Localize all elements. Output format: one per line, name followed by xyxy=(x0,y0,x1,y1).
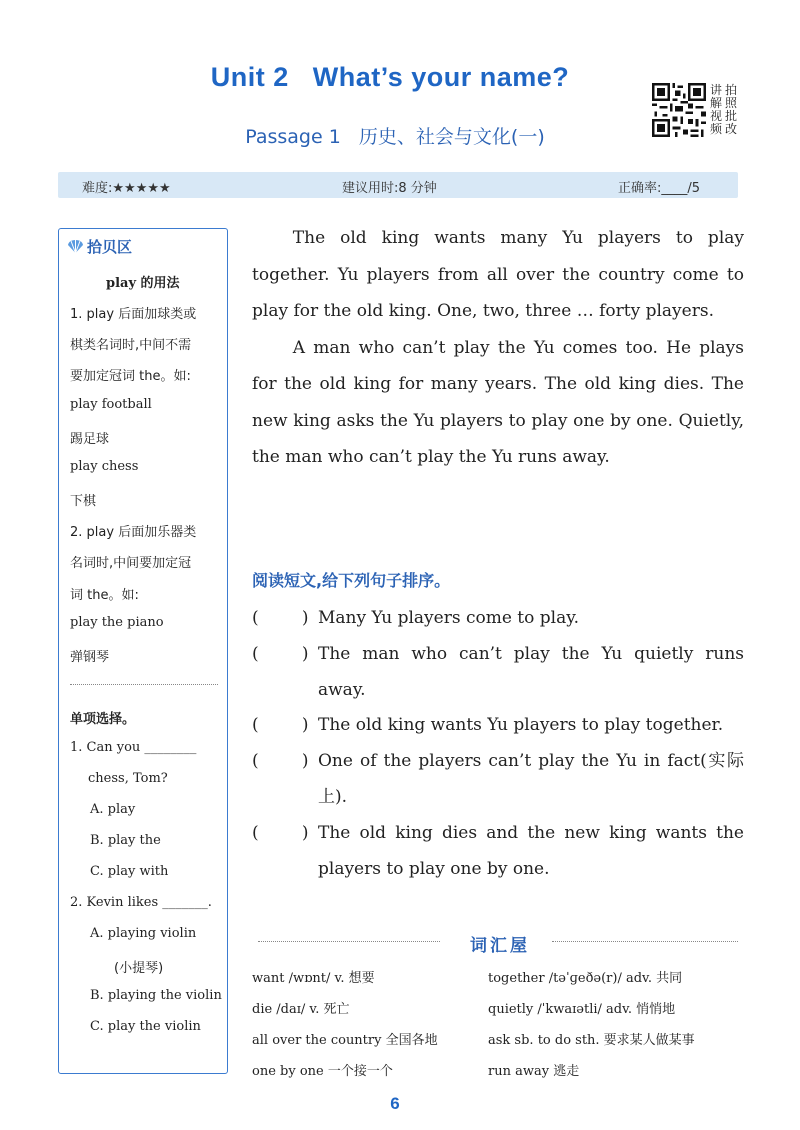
exercise-item xyxy=(252,743,744,815)
note-line: 1. play 后面加球类或 xyxy=(70,307,197,322)
answer-blank[interactable]: ( ) xyxy=(252,644,309,664)
quiz-option[interactable]: B. play the xyxy=(90,833,161,848)
sidebar-heading-text: 拾贝区 xyxy=(87,238,133,256)
note-line: 踢足球 xyxy=(70,432,110,447)
vocab-entry: run away 逃走 xyxy=(488,1064,580,1079)
note-line: 要加定冠词 the。如: xyxy=(70,369,191,384)
exercise-item xyxy=(252,815,744,887)
quiz-option-note: (小提琴) xyxy=(114,961,164,976)
note-line: 弹钢琴 xyxy=(70,650,110,665)
quiz-question: chess, Tom? xyxy=(88,771,168,786)
qr-label-char: 频 xyxy=(710,122,723,136)
exercise-sentence: The old king wants Yu players to play together. xyxy=(318,715,724,735)
reading-passage xyxy=(252,220,744,476)
exercise-sentence: The man who can’t play the Yu quietly runs away. xyxy=(318,644,744,700)
passage-paragraph: The old king wants many Yu players to play together. Yu players from all over the country come to play for the old king. One, two, three … forty players. xyxy=(252,228,744,321)
qr-label-char: 批 xyxy=(725,109,738,123)
qr-instructions xyxy=(710,84,740,136)
vocab-entry: all over the country 全国各地 xyxy=(252,1033,438,1048)
answer-blank[interactable]: ( ) xyxy=(252,608,309,628)
vocab-entry: one by one 一个接一个 xyxy=(252,1064,393,1079)
vocab-entry: ask sb. to do sth. 要求某人做某事 xyxy=(488,1033,695,1048)
qr-label-char: 照 xyxy=(725,96,738,110)
passage-subtitle: Passage 1 历史、社会与文化(一) xyxy=(245,126,545,148)
passage-paragraph: A man who can’t play the Yu comes too. He plays for the old king for many years. The old king dies. The new king asks the Yu players to play one by one. Quietly, the man who can’t play the Yu runs away. xyxy=(252,337,744,467)
exercise-sentence: One of the players can’t play the Yu in fact(实际上). xyxy=(318,751,744,807)
note-line: 2. play 后面加乐器类 xyxy=(70,525,197,540)
exercise-item xyxy=(252,636,744,708)
sidebar-topic: play 的用法 xyxy=(106,276,180,291)
quiz-question: 1. Can you ________ xyxy=(70,740,197,755)
vocab-entry: die /daɪ/ v. 死亡 xyxy=(252,1002,350,1017)
qr-code-icon[interactable] xyxy=(652,83,706,137)
quiz-question: 2. Kevin likes _______. xyxy=(70,895,212,910)
qr-label-char: 解 xyxy=(710,96,723,110)
qr-label-char: 讲 xyxy=(710,83,723,97)
quiz-option[interactable]: C. play with xyxy=(90,864,169,879)
answer-blank[interactable]: ( ) xyxy=(252,823,309,843)
shell-icon xyxy=(67,239,84,254)
info-bar xyxy=(58,172,738,198)
answer-blank[interactable]: ( ) xyxy=(252,751,309,771)
note-line: 棋类名词时,中间不需 xyxy=(70,338,192,353)
qr-label-char: 视 xyxy=(710,109,723,123)
accuracy-field: 正确率:____/5 xyxy=(618,181,701,196)
note-line: play the piano xyxy=(70,615,164,630)
sidebar-heading xyxy=(67,236,132,257)
page-title: Unit 2 What’s your name? xyxy=(210,62,570,92)
difficulty-rating: 难度:★★★★★ xyxy=(82,181,171,196)
quiz-option[interactable]: C. play the violin xyxy=(90,1019,201,1034)
suggested-time: 建议用时:8 分钟 xyxy=(342,181,437,196)
vocab-title: 词汇屋 xyxy=(470,936,530,956)
qr-label-char: 拍 xyxy=(725,83,738,97)
note-line: 下棋 xyxy=(70,494,97,509)
exercise-sentence: Many Yu players come to play. xyxy=(318,608,579,628)
qr-label-char: 改 xyxy=(725,122,738,136)
quiz-option[interactable]: A. play xyxy=(90,802,136,817)
answer-blank[interactable]: ( ) xyxy=(252,715,309,735)
exercise-sentence: The old king dies and the new king wants the players to play one by one. xyxy=(318,823,744,879)
note-line: play football xyxy=(70,397,152,412)
exercise-item xyxy=(252,600,744,636)
vocab-entry: together /təˈɡeðə(r)/ adv. 共同 xyxy=(488,971,683,986)
note-line: play chess xyxy=(70,459,139,474)
sidebar-divider xyxy=(70,684,218,685)
quiz-option[interactable]: A. playing violin xyxy=(90,926,197,941)
quiz-title: 单项选择。 xyxy=(70,712,136,727)
vocab-entry: want /wɒnt/ v. 想要 xyxy=(252,971,375,986)
exercise-item xyxy=(252,707,744,743)
vocab-entry: quietly /ˈkwaɪətli/ adv. 悄悄地 xyxy=(488,1002,676,1017)
quiz-option[interactable]: B. playing the violin xyxy=(90,988,222,1003)
note-line: 词 the。如: xyxy=(70,588,139,603)
note-line: 名词时,中间要加定冠 xyxy=(70,556,192,571)
page-number: 6 xyxy=(390,1094,400,1113)
exercise-title: 阅读短文,给下列句子排序。 xyxy=(252,571,451,590)
